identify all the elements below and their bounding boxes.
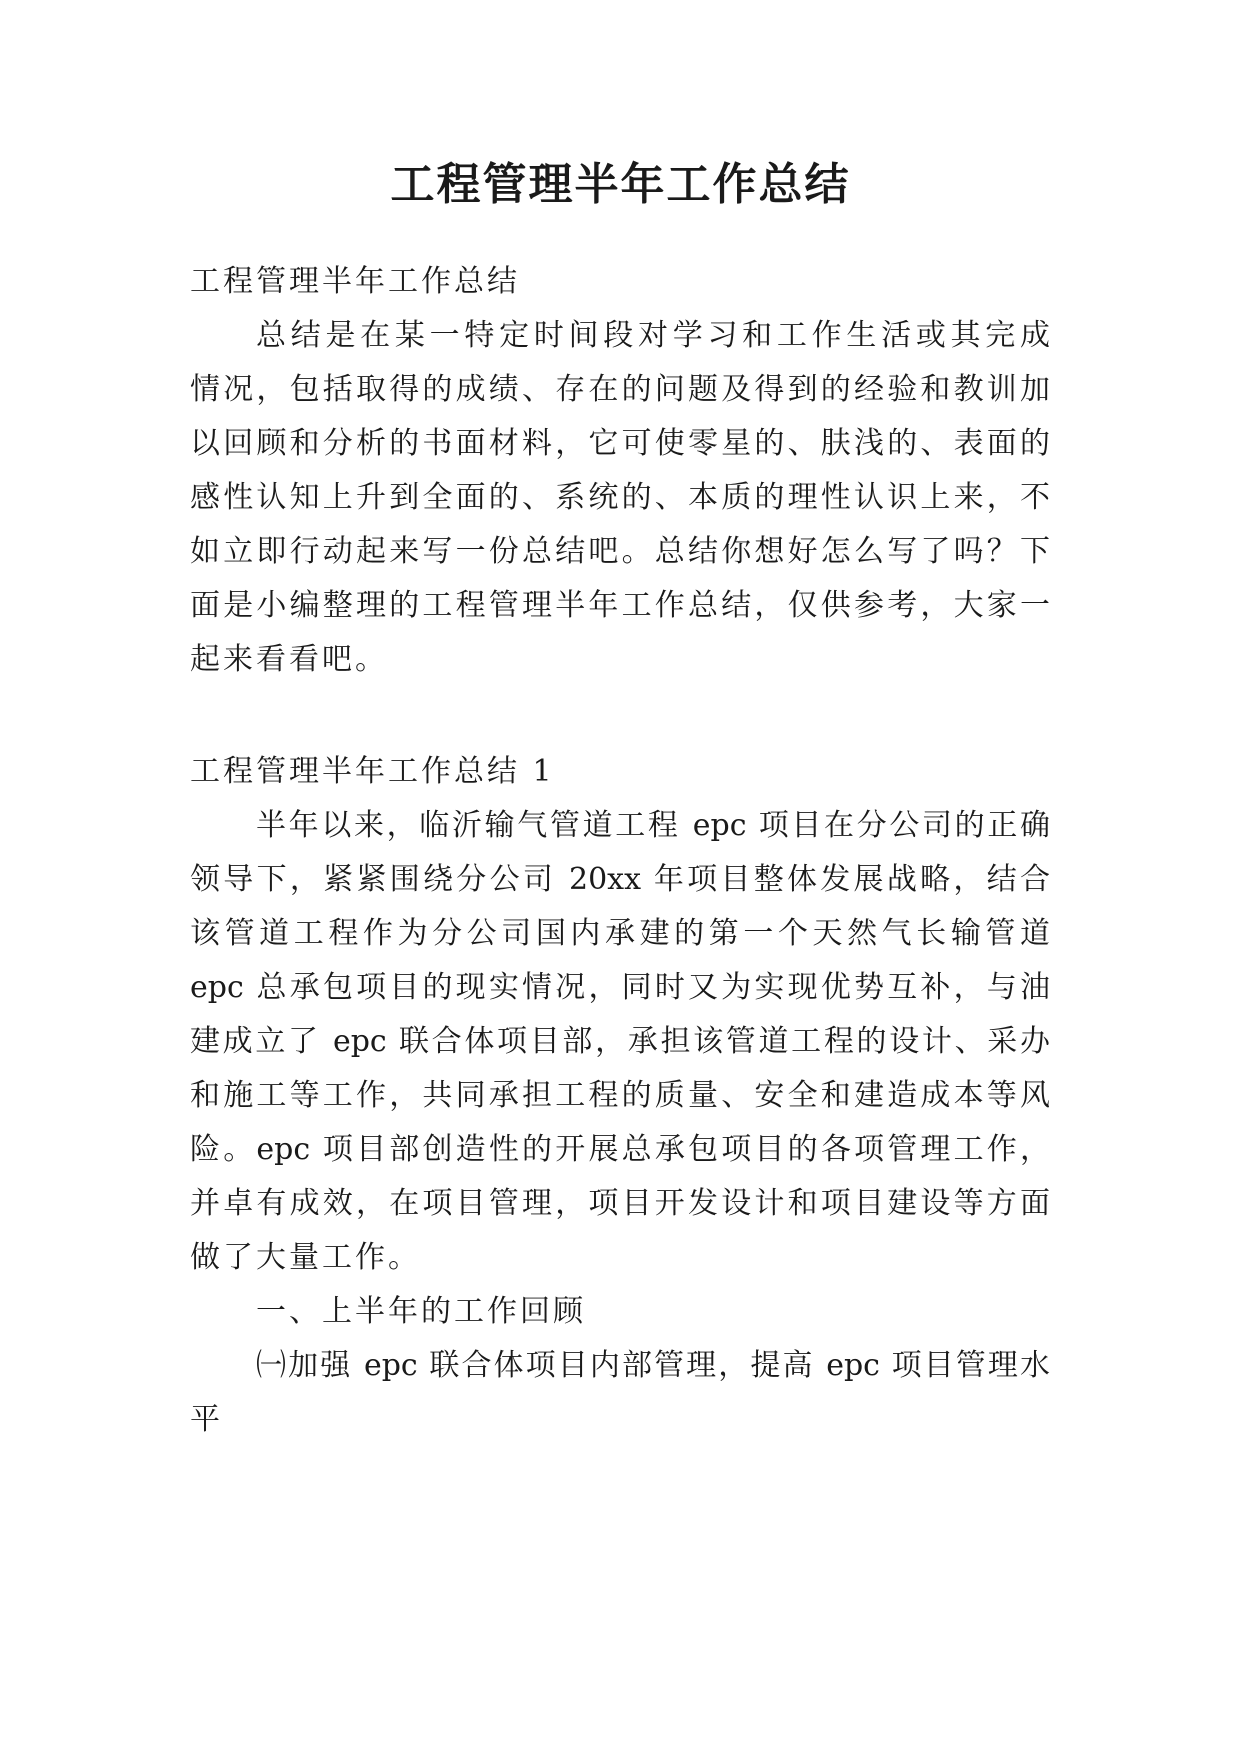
section-heading: 工程管理半年工作总结 1 bbox=[190, 754, 555, 789]
paragraph-line: 并卓有成效，在项目管理，项目开发设计和项目建设等方面 bbox=[190, 1186, 1050, 1221]
document-title: 工程管理半年工作总结 bbox=[390, 159, 851, 210]
item-heading-line: 平 bbox=[190, 1402, 223, 1437]
paragraph-line: 情况，包括取得的成绩、存在的问题及得到的经验和教训加 bbox=[190, 372, 1050, 407]
item-heading-line: ㈠加强 epc 联合体项目内部管理，提高 epc 项目管理水 bbox=[256, 1348, 1050, 1383]
paragraph-line: 半年以来，临沂输气管道工程 epc 项目在分公司的正确 bbox=[256, 808, 1050, 843]
paragraph-line: 险。epc 项目部创造性的开展总承包项目的各项管理工作， bbox=[190, 1132, 1050, 1167]
paragraph-line: 和施工等工作，共同承担工程的质量、安全和建造成本等风 bbox=[190, 1078, 1050, 1113]
paragraph-line: 建成立了 epc 联合体项目部，承担该管道工程的设计、采办 bbox=[190, 1024, 1050, 1059]
paragraph-line: 总结是在某一特定时间段对学习和工作生活或其完成 bbox=[256, 318, 1050, 353]
paragraph-line: 做了大量工作。 bbox=[190, 1240, 421, 1275]
paragraph-line: 面是小编整理的工程管理半年工作总结，仅供参考，大家一 bbox=[190, 588, 1050, 623]
intro-heading: 工程管理半年工作总结 bbox=[190, 264, 520, 299]
paragraph-line: 以回顾和分析的书面材料，它可使零星的、肤浅的、表面的 bbox=[190, 426, 1050, 461]
subsection-heading: 一、上半年的工作回顾 bbox=[256, 1294, 586, 1329]
paragraph-line: 感性认知上升到全面的、系统的、本质的理性认识上来，不 bbox=[190, 480, 1050, 515]
paragraph-line: 领导下，紧紧围绕分公司 20xx 年项目整体发展战略，结合 bbox=[190, 862, 1050, 897]
paragraph-line: epc 总承包项目的现实情况，同时又为实现优势互补，与油 bbox=[190, 970, 1050, 1005]
paragraph-line: 起来看看吧。 bbox=[190, 642, 388, 677]
paragraph-line: 该管道工程作为分公司国内承建的第一个天然气长输管道 bbox=[190, 916, 1050, 951]
paragraph-line: 如立即行动起来写一份总结吧。总结你想好怎么写了吗？下 bbox=[190, 534, 1050, 569]
